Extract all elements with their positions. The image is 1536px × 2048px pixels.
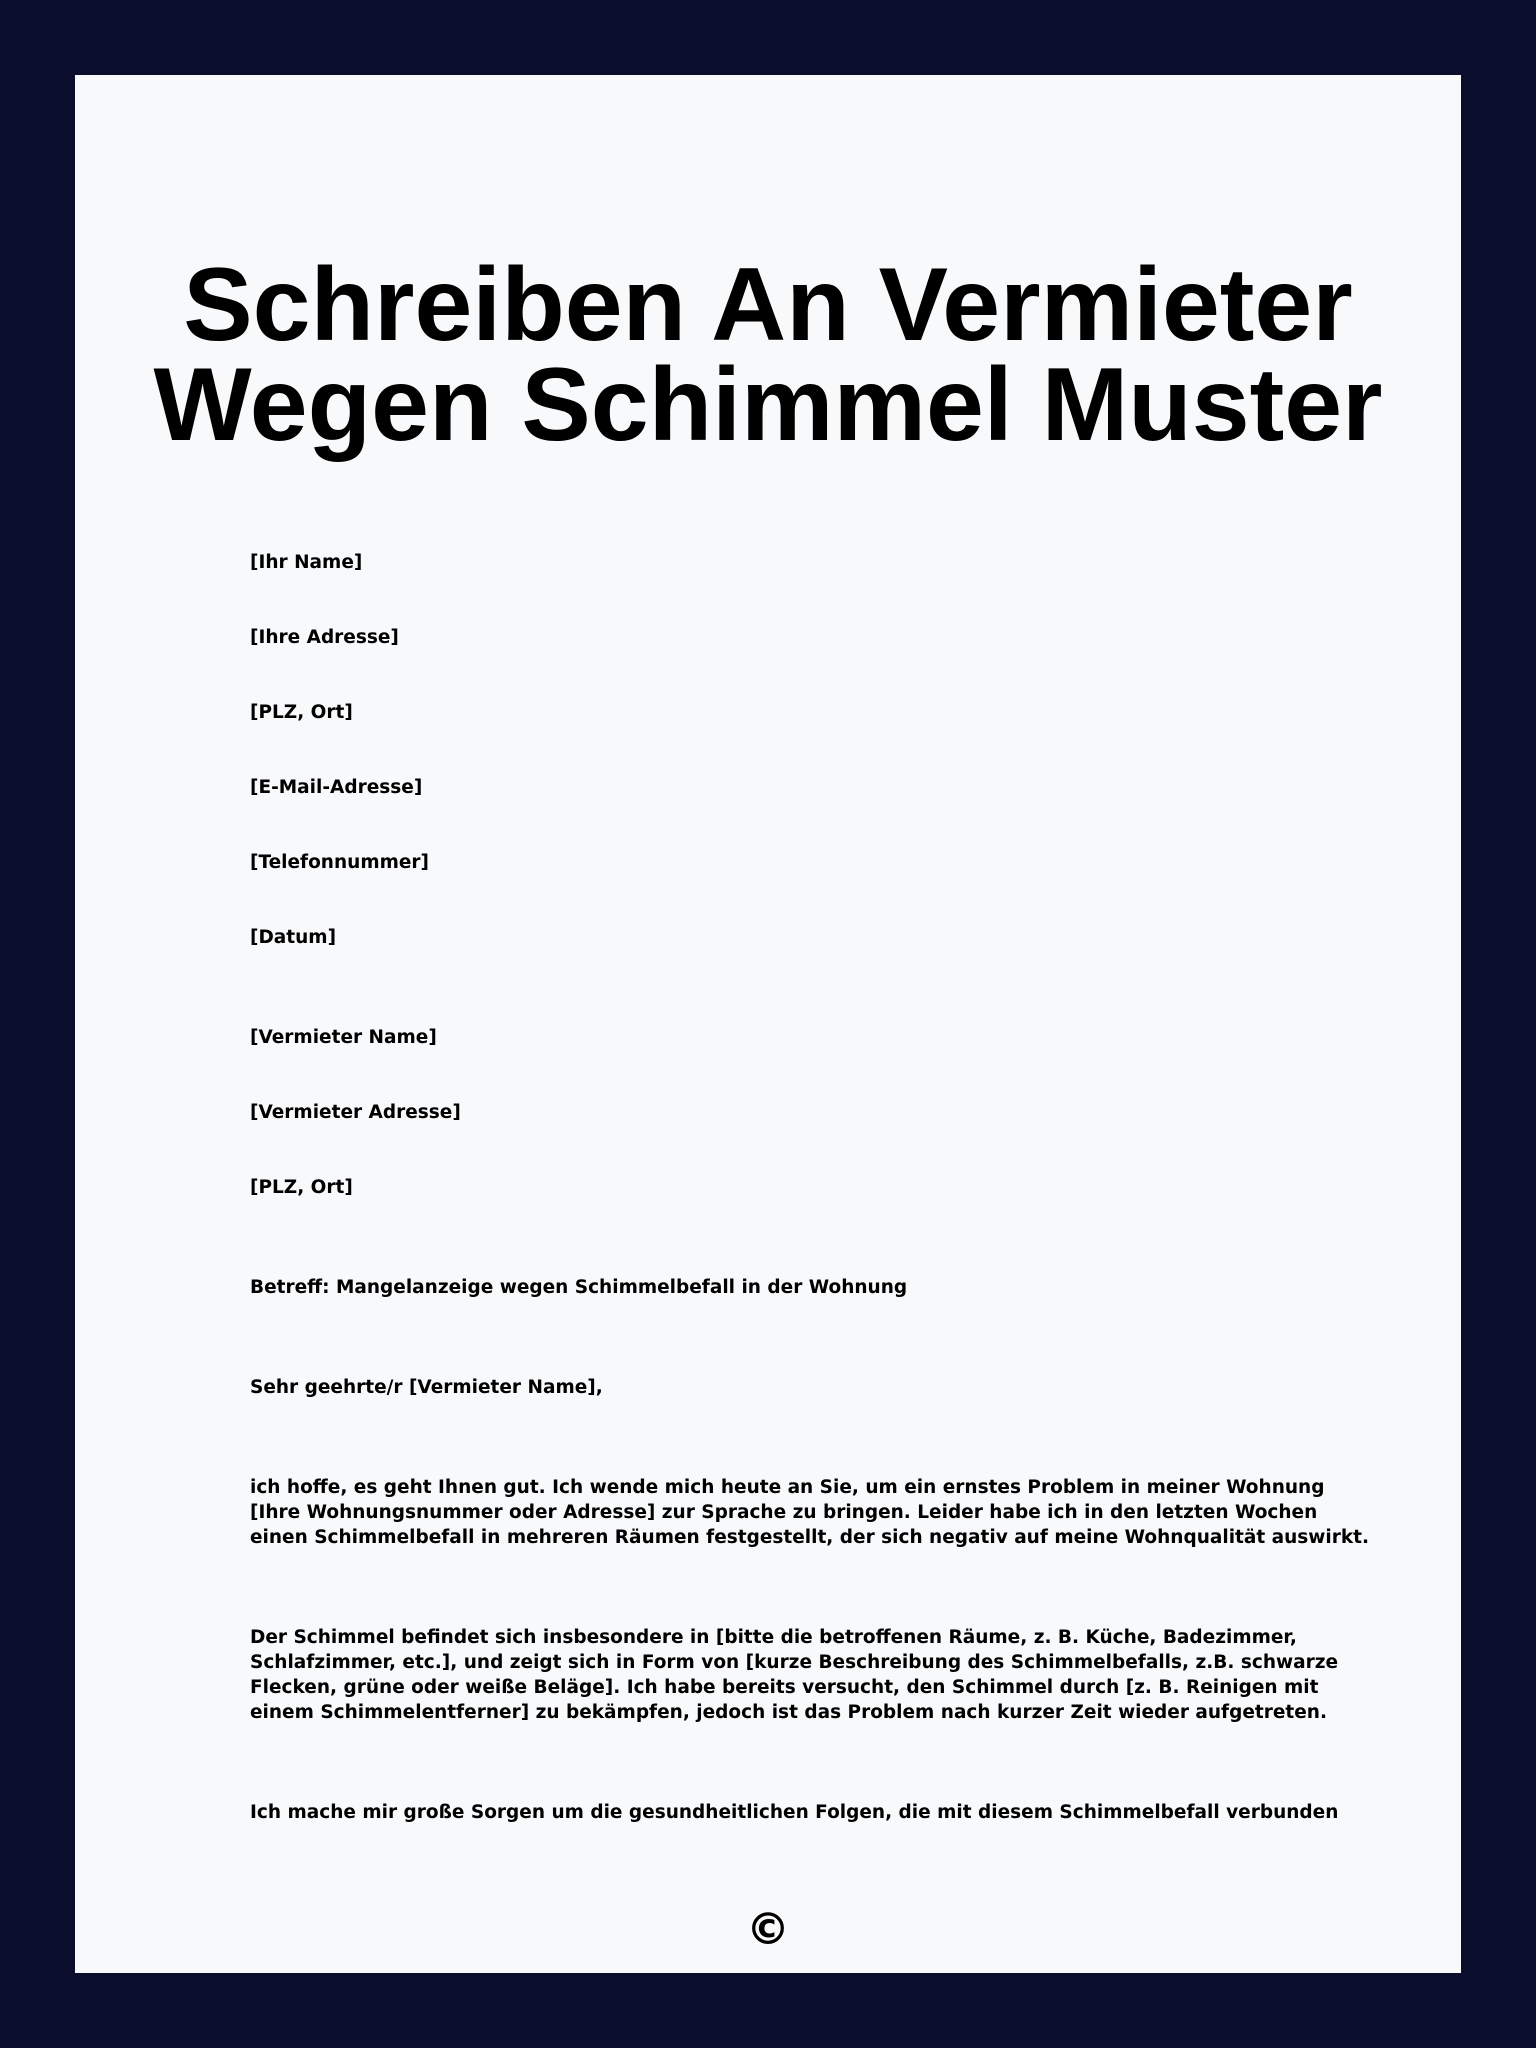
paragraph-line: Flecken, grüne oder weiße Beläge]. Ich habe bereits versucht, den Schimmel durch [z. B. Reinigen mit: [250, 1677, 1319, 1698]
title-line-1: Schreiben An Vermieter: [183, 247, 1353, 363]
document-page: [75, 75, 1461, 1973]
salutation: Sehr geehrte/r [Vermieter Name],: [250, 1377, 603, 1398]
paragraph-mold-description: [250, 1625, 1339, 1725]
sender-city: [PLZ, Ort]: [250, 702, 353, 723]
sender-name: [Ihr Name]: [250, 552, 363, 573]
sender-phone: [Telefonnummer]: [250, 852, 430, 873]
paragraph-line: einem Schimmelentferner] zu bekämpfen, jedoch ist das Problem nach kurzer Zeit wieder aufgetreten.: [250, 1702, 1327, 1723]
paragraph-line: Der Schimmel befindet sich insbesondere in [bitte die betroffenen Räume, z. B. Küche, Badezimmer,: [250, 1627, 1297, 1648]
letter-date: [Datum]: [250, 927, 337, 948]
paragraph-health-concerns: [250, 1800, 1339, 1825]
recipient-city: [PLZ, Ort]: [250, 1177, 353, 1198]
recipient-name: [Vermieter Name]: [250, 1027, 437, 1048]
title-line-2: Wegen Schimmel Muster: [153, 347, 1383, 463]
paragraph-line: einen Schimmelbefall in mehreren Räumen festgestellt, der sich negativ auf meine Wohnqualität auswirkt.: [250, 1527, 1370, 1548]
paragraph-line: Ich mache mir große Sorgen um die gesundheitlichen Folgen, die mit diesem Schimmelbefall verbunden: [250, 1802, 1339, 1823]
copyright-icon: ©: [746, 1904, 790, 1955]
document-title: [75, 247, 1461, 463]
paragraph-intro: [250, 1475, 1370, 1550]
paragraph-line: Schlafzimmer, etc.], und zeigt sich in Form von [kurze Beschreibung des Schimmelbefalls, z.B. schwarze: [250, 1652, 1339, 1673]
recipient-address: [Vermieter Adresse]: [250, 1102, 461, 1123]
paragraph-line: ich hoffe, es geht Ihnen gut. Ich wende mich heute an Sie, um ein ernstes Problem in meiner Wohnung: [250, 1477, 1325, 1498]
sender-email: [E-Mail-Adresse]: [250, 777, 423, 798]
paragraph-line: [Ihre Wohnungsnummer oder Adresse] zur Sprache zu bringen. Leider habe ich in den letzten Wochen: [250, 1502, 1318, 1523]
subject-line: Betreff: Mangelanzeige wegen Schimmelbefall in der Wohnung: [250, 1277, 908, 1298]
sender-address: [Ihre Adresse]: [250, 627, 399, 648]
